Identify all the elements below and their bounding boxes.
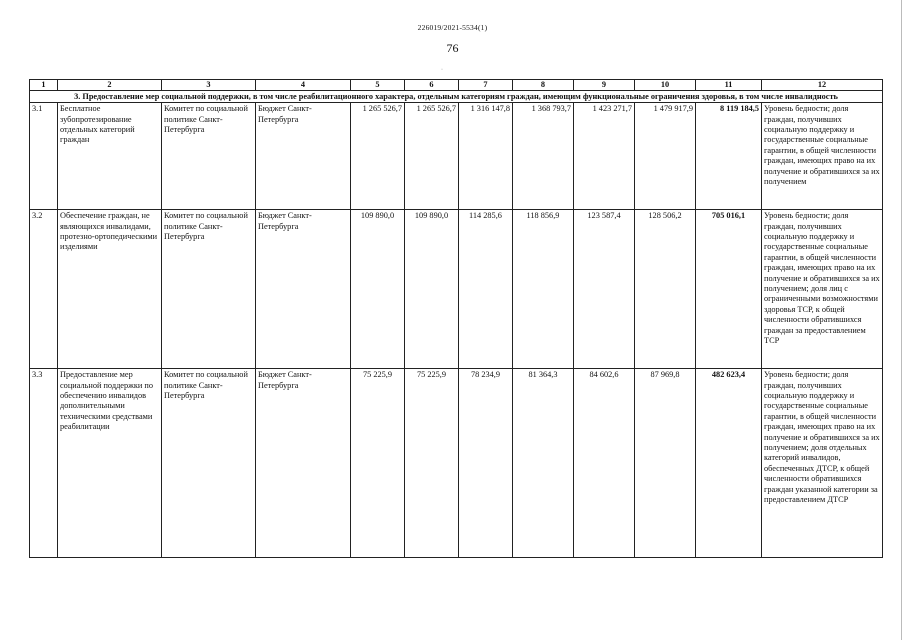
column-number: 2 bbox=[58, 80, 162, 91]
column-number: 7 bbox=[459, 80, 513, 91]
table-row bbox=[30, 210, 883, 369]
table-row bbox=[30, 103, 883, 210]
section-header-row bbox=[30, 91, 883, 103]
funding-value: 87 969,8 bbox=[635, 369, 696, 558]
section-title: 3. Предоставление мер социальной поддержки, в том числе реабилитационного характера, отдельным категориям граждан, имеющим функциональные ограничения здоровья, в том числе инвалидность bbox=[30, 91, 883, 103]
funding-value: 128 506,2 bbox=[635, 210, 696, 369]
funding-total: 705 016,1 bbox=[696, 210, 762, 369]
funding-value: 114 285,6 bbox=[459, 210, 513, 369]
column-number: 1 bbox=[30, 80, 58, 91]
measure-name: Предоставление мер социальной поддержки по обеспечению инвалидов дополнительными техническими средствами реабилитации bbox=[58, 369, 162, 558]
funding-source: Бюджет Санкт-Петербурга bbox=[256, 210, 351, 369]
funding-value: 78 234,9 bbox=[459, 369, 513, 558]
funding-value: 1 265 526,7 bbox=[351, 103, 405, 210]
funding-value: 84 602,6 bbox=[574, 369, 635, 558]
indicator-text: Уровень бедности; доля граждан, получивших социальную поддержку и государственные социальные гарантии, в общей численности граждан, имеющих право на их получение и обратившихся за их получением; доля отдельных категорий инвалидов, обеспеченных ДТСР, к общей численности обратившихся граждан указанной категории за предоставлением ДТСР bbox=[762, 369, 883, 558]
row-number: 3.3 bbox=[30, 369, 58, 558]
measure-name: Бесплатное зубопротезирование отдельных категорий граждан bbox=[58, 103, 162, 210]
column-number: 11 bbox=[696, 80, 762, 91]
funding-value: 75 225,9 bbox=[405, 369, 459, 558]
document-id: 226019/2021-5534(1) bbox=[417, 23, 488, 32]
funding-total: 8 119 184,5 bbox=[696, 103, 762, 210]
funding-value: 1 265 526,7 bbox=[405, 103, 459, 210]
table-row bbox=[30, 369, 883, 558]
column-number-row bbox=[30, 80, 883, 91]
funding-source: Бюджет Санкт-Петербурга bbox=[256, 103, 351, 210]
funding-value: 75 225,9 bbox=[351, 369, 405, 558]
funding-value: 1 316 147,8 bbox=[459, 103, 513, 210]
row-number: 3.2 bbox=[30, 210, 58, 369]
row-number: 3.1 bbox=[30, 103, 58, 210]
page-number: 76 bbox=[446, 41, 459, 55]
funding-value: 1 423 271,7 bbox=[574, 103, 635, 210]
indicator-text: Уровень бедности; доля граждан, получивших социальную поддержку и государственные социальные гарантии, в общей численности граждан, имеющих право на их получение и обратившихся за их получением bbox=[762, 103, 883, 210]
funding-value: 109 890,0 bbox=[405, 210, 459, 369]
column-number: 8 bbox=[513, 80, 574, 91]
column-number: 3 bbox=[162, 80, 256, 91]
program-table bbox=[29, 79, 883, 558]
funding-total: 482 623,4 bbox=[696, 369, 762, 558]
executor: Комитет по социальной политике Санкт-Петербурга bbox=[162, 210, 256, 369]
funding-value: 1 479 917,9 bbox=[635, 103, 696, 210]
measure-name: Обеспечение граждан, не являющихся инвалидами, протезно-ортопедическими изделиями bbox=[58, 210, 162, 369]
column-number: 10 bbox=[635, 80, 696, 91]
column-number: 6 bbox=[405, 80, 459, 91]
funding-source: Бюджет Санкт-Петербурга bbox=[256, 369, 351, 558]
funding-value: 1 368 793,7 bbox=[513, 103, 574, 210]
funding-value: 123 587,4 bbox=[574, 210, 635, 369]
funding-value: 109 890,0 bbox=[351, 210, 405, 369]
column-number: 5 bbox=[351, 80, 405, 91]
column-number: 12 bbox=[762, 80, 883, 91]
scan-speck: · bbox=[441, 67, 443, 73]
funding-value: 118 856,9 bbox=[513, 210, 574, 369]
funding-value: 81 364,3 bbox=[513, 369, 574, 558]
executor: Комитет по социальной политике Санкт-Петербурга bbox=[162, 103, 256, 210]
indicator-text: Уровень бедности; доля граждан, получивших социальную поддержку и государственные социальные гарантии, в общей численности граждан, имеющих право на их получение и обратившихся за их получением; доля лиц с ограниченными возможностями здоровья ТСР, к общей численности обратившихся граждан за предоставлением ТСР bbox=[762, 210, 883, 369]
executor: Комитет по социальной политике Санкт-Петербурга bbox=[162, 369, 256, 558]
column-number: 9 bbox=[574, 80, 635, 91]
page-edge-line bbox=[901, 0, 902, 640]
column-number: 4 bbox=[256, 80, 351, 91]
